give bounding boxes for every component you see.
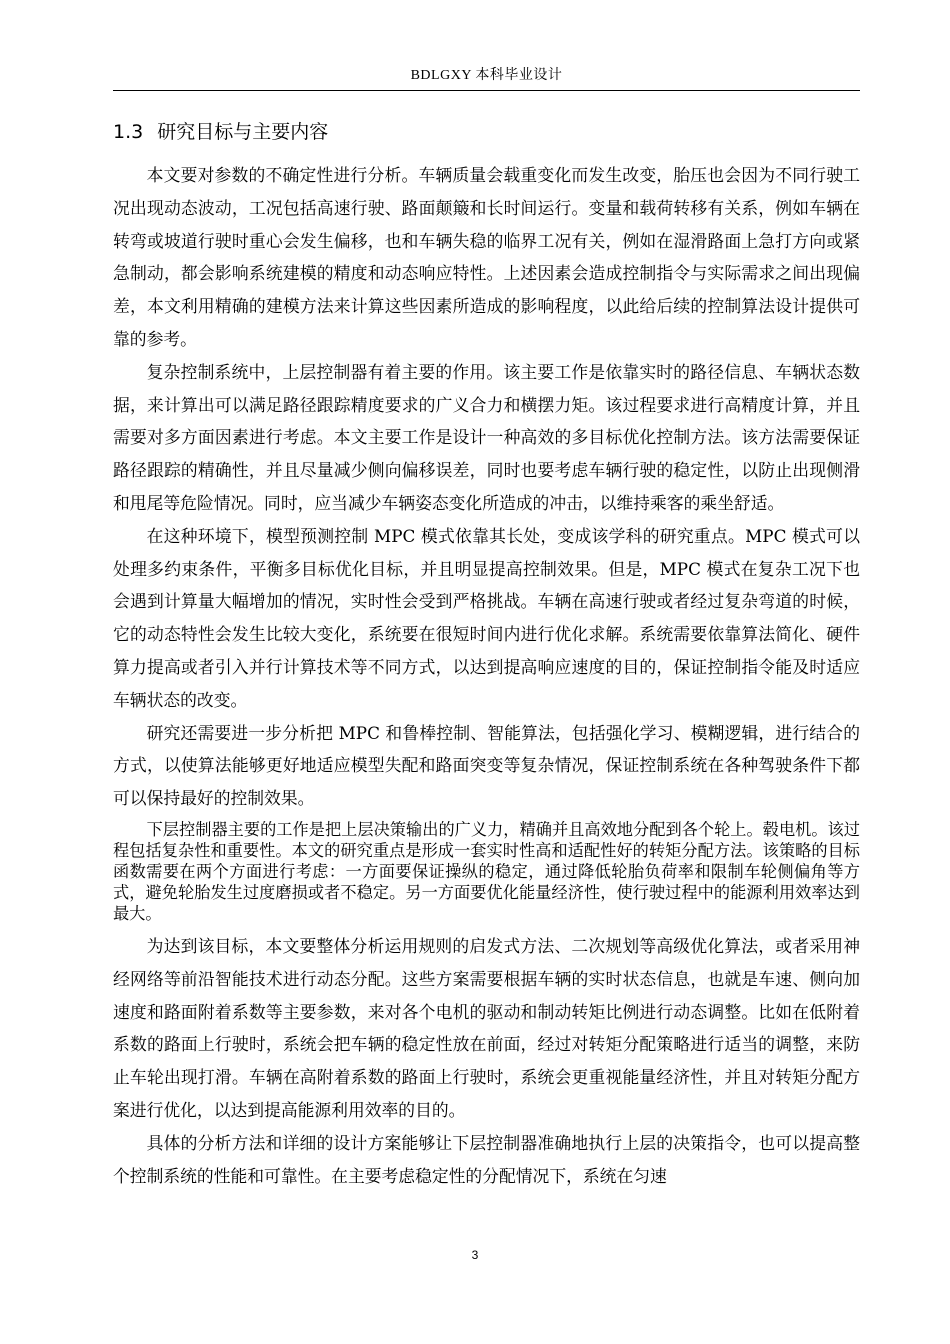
paragraph: 复杂控制系统中，上层控制器有着主要的作用。该主要工作是依靠实时的路径信息、车辆状态数据，来计算出可以满足路径跟踪精度要求的广义合力和横摆力矩。该过程要求进行高精度计算，并且需要对多方面因素进行考虑。本文主要工作是设计一种高效的多目标优化控制方法。该方法需要保证路径跟踪的精确性，并且尽量减少侧向偏移误差，同时也要考虑车辆行驶的稳定性，以防止出现侧滑和甩尾等危险情况。同时，应当减少车辆姿态变化所造成的冲击，以维持乘客的乘坐舒适。	[113, 361, 860, 513]
paragraph: 本文要对参数的不确定性进行分析。车辆质量会载重变化而发生改变，胎压也会因为不同行驶工况出现动态波动，工况包括高速行驶、路面颠簸和长时间运行。变量和载荷转移有关系，例如车辆在转弯或坡道行驶时重心会发生偏移，也和车辆失稳的临界工况有关，例如在湿滑路面上急打方向或紧急制动，都会影响系统建模的精度和动态响应特性。上述因素会造成控制指令与实际需求之间出现偏差，本文利用精确的建模方法来计算这些因素所造成的影响程度，以此给后续的控制算法设计提供可靠的参考。	[113, 165, 860, 349]
paragraph: 下层控制器主要的工作是把上层决策输出的广义力，精确并且高效地分配到各个轮上。毂电机。该过程包括复杂性和重要性。本文的研究重点是形成一套实时性高和适配性好的转矩分配方法。该策略的目标函数需要在两个方面进行考虑：一方面要保证操纵的稳定，通过降低轮胎负荷率和限制车轮侧偏角等方式，避免轮胎发生过度磨损或者不稳定。另一方面要优化能量经济性，使行驶过程中的能源利用效率达到最大。	[113, 819, 860, 923]
page-number: 3	[471, 1248, 479, 1262]
paragraph: 研究还需要进一步分析把 MPC 和鲁棒控制、智能算法，包括强化学习、模糊逻辑，进行结合的方式，以使算法能够更好地适应模型失配和路面突变等复杂情况，保证控制系统在各种驾驶条件下都可以保持最好的控制效果。	[113, 722, 860, 809]
header-rule	[113, 90, 860, 91]
section-title-text: 研究目标与主要内容	[157, 121, 329, 143]
body-text	[113, 159, 860, 1192]
running-header: BDLGXY 本科毕业设计	[410, 68, 563, 83]
paragraph: 为达到该目标，本文要整体分析运用规则的启发式方法、二次规划等高级优化算法，或者采用神经网络等前沿智能技术进行动态分配。这些方案需要根据车辆的实时状态信息，也就是车速、侧向加速度和路面附着系数等主要参数，来对各个电机的驱动和制动转矩比例进行动态调整。比如在低附着系数的路面上行驶时，系统会把车辆的稳定性放在前面，经过对转矩分配策略进行适当的调整，来防止车轮出现打滑。车辆在高附着系数的路面上行驶时，系统会更重视能量经济性，并且对转矩分配方案进行优化，以达到提高能源利用效率的目的。	[113, 935, 860, 1120]
paragraph: 在这种环境下，模型预测控制 MPC 模式依靠其长处，变成该学科的研究重点。MPC 模式可以处理多约束条件，平衡多目标优化目标，并且明显提高控制效果。但是，MPC 模式在复杂工况下也会遇到计算量大幅增加的情况，实时性会受到严格挑战。车辆在高速行驶或者经过复杂弯道的时候，它的动态特性会发生比较大变化，系统要在很短时间内进行优化求解。系统需要依靠算法简化、硬件算力提高或者引入并行计算技术等不同方式，以达到提高响应速度的目的，保证控制指令能及时适应车辆状态的改变。	[113, 525, 860, 710]
section-heading	[113, 120, 328, 144]
section-number: 1.3	[113, 121, 144, 143]
paragraph: 具体的分析方法和详细的设计方案能够让下层控制器准确地执行上层的决策指令，也可以提高整个控制系统的性能和可靠性。在主要考虑稳定性的分配情况下，系统在匀速	[113, 1132, 860, 1186]
